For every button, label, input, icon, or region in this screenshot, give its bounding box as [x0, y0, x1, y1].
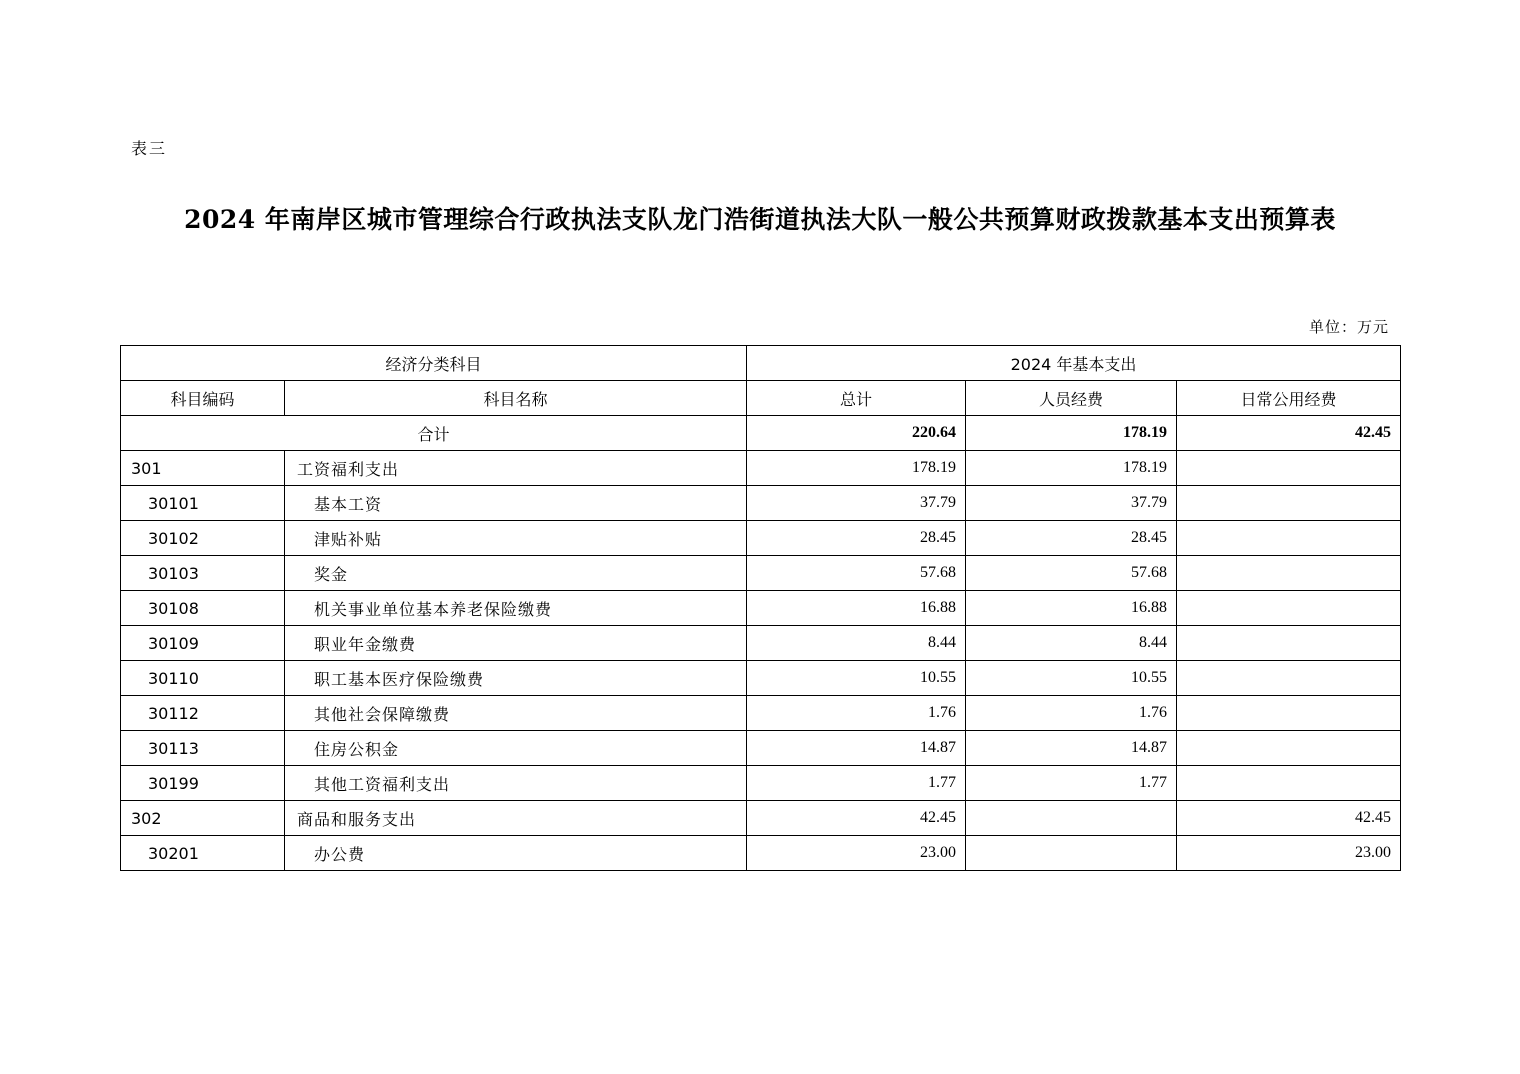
row-total: 23.00: [747, 836, 966, 871]
header-public-expense: 日常公用经费: [1177, 381, 1401, 416]
table-row: [121, 801, 1401, 836]
row-public: [1177, 556, 1401, 591]
row-personnel: [966, 801, 1177, 836]
row-public: [1177, 591, 1401, 626]
row-total: 10.55: [747, 661, 966, 696]
row-code: 30109: [121, 626, 285, 661]
unit-label: 单位：万元: [1308, 318, 1389, 336]
table-row: [121, 661, 1401, 696]
row-total: 57.68: [747, 556, 966, 591]
row-public: [1177, 731, 1401, 766]
row-total: 1.77: [747, 766, 966, 801]
table-row: [121, 521, 1401, 556]
row-personnel: [966, 836, 1177, 871]
row-personnel: 57.68: [966, 556, 1177, 591]
row-name: 工资福利支出: [285, 451, 747, 486]
row-public: [1177, 696, 1401, 731]
row-public: [1177, 766, 1401, 801]
row-name: 津贴补贴: [285, 521, 747, 556]
row-personnel: 1.77: [966, 766, 1177, 801]
row-name: 奖金: [285, 556, 747, 591]
row-name: 住房公积金: [285, 731, 747, 766]
page-title: 2024 年南岸区城市管理综合行政执法支队龙门浩街道执法大队一般公共预算财政拨款基本支出预算表: [184, 205, 1336, 234]
total-row: [121, 416, 1401, 451]
row-personnel: 10.55: [966, 661, 1177, 696]
row-total: 16.88: [747, 591, 966, 626]
row-total: 1.76: [747, 696, 966, 731]
row-personnel: 14.87: [966, 731, 1177, 766]
row-personnel: 37.79: [966, 486, 1177, 521]
row-personnel: 28.45: [966, 521, 1177, 556]
row-code: 30113: [121, 731, 285, 766]
row-total: 178.19: [747, 451, 966, 486]
row-code: 301: [121, 451, 285, 486]
row-code: 30102: [121, 521, 285, 556]
header-subject-name: 科目名称: [285, 381, 747, 416]
header-row-group: [121, 346, 1401, 381]
row-code: 30199: [121, 766, 285, 801]
row-name: 职业年金缴费: [285, 626, 747, 661]
row-code: 30103: [121, 556, 285, 591]
row-total: 14.87: [747, 731, 966, 766]
table-row: [121, 731, 1401, 766]
row-personnel: 178.19: [966, 451, 1177, 486]
row-total: 37.79: [747, 486, 966, 521]
row-total: 8.44: [747, 626, 966, 661]
total-label: 合计: [121, 416, 747, 451]
header-row-columns: [121, 381, 1401, 416]
header-subject-code: 科目编码: [121, 381, 285, 416]
header-personnel-expense: 人员经费: [966, 381, 1177, 416]
header-basic-expenditure: 2024 年基本支出: [747, 346, 1401, 381]
row-public: 42.45: [1177, 801, 1401, 836]
table-row: [121, 836, 1401, 871]
row-code: 30112: [121, 696, 285, 731]
row-name: 其他社会保障缴费: [285, 696, 747, 731]
table-row: [121, 451, 1401, 486]
row-public: [1177, 521, 1401, 556]
row-name: 商品和服务支出: [285, 801, 747, 836]
header-economic-category: 经济分类科目: [121, 346, 747, 381]
table-row: [121, 556, 1401, 591]
row-total: 42.45: [747, 801, 966, 836]
row-name: 办公费: [285, 836, 747, 871]
row-name: 其他工资福利支出: [285, 766, 747, 801]
row-personnel: 8.44: [966, 626, 1177, 661]
table-row: [121, 696, 1401, 731]
row-code: 30110: [121, 661, 285, 696]
header-total: 总计: [747, 381, 966, 416]
budget-table: [120, 345, 1401, 871]
total-total: 220.64: [747, 416, 966, 451]
row-name: 机关事业单位基本养老保险缴费: [285, 591, 747, 626]
total-public: 42.45: [1177, 416, 1401, 451]
table-row: [121, 486, 1401, 521]
table-row: [121, 591, 1401, 626]
row-public: [1177, 661, 1401, 696]
row-code: 30101: [121, 486, 285, 521]
row-code: 30201: [121, 836, 285, 871]
row-code: 30108: [121, 591, 285, 626]
row-code: 302: [121, 801, 285, 836]
table-row: [121, 626, 1401, 661]
row-public: [1177, 451, 1401, 486]
row-personnel: 16.88: [966, 591, 1177, 626]
table-row: [121, 766, 1401, 801]
total-personnel: 178.19: [966, 416, 1177, 451]
row-name: 职工基本医疗保险缴费: [285, 661, 747, 696]
row-personnel: 1.76: [966, 696, 1177, 731]
table-label: 表三: [131, 139, 168, 158]
row-public: [1177, 626, 1401, 661]
row-public: [1177, 486, 1401, 521]
row-public: 23.00: [1177, 836, 1401, 871]
row-name: 基本工资: [285, 486, 747, 521]
row-total: 28.45: [747, 521, 966, 556]
